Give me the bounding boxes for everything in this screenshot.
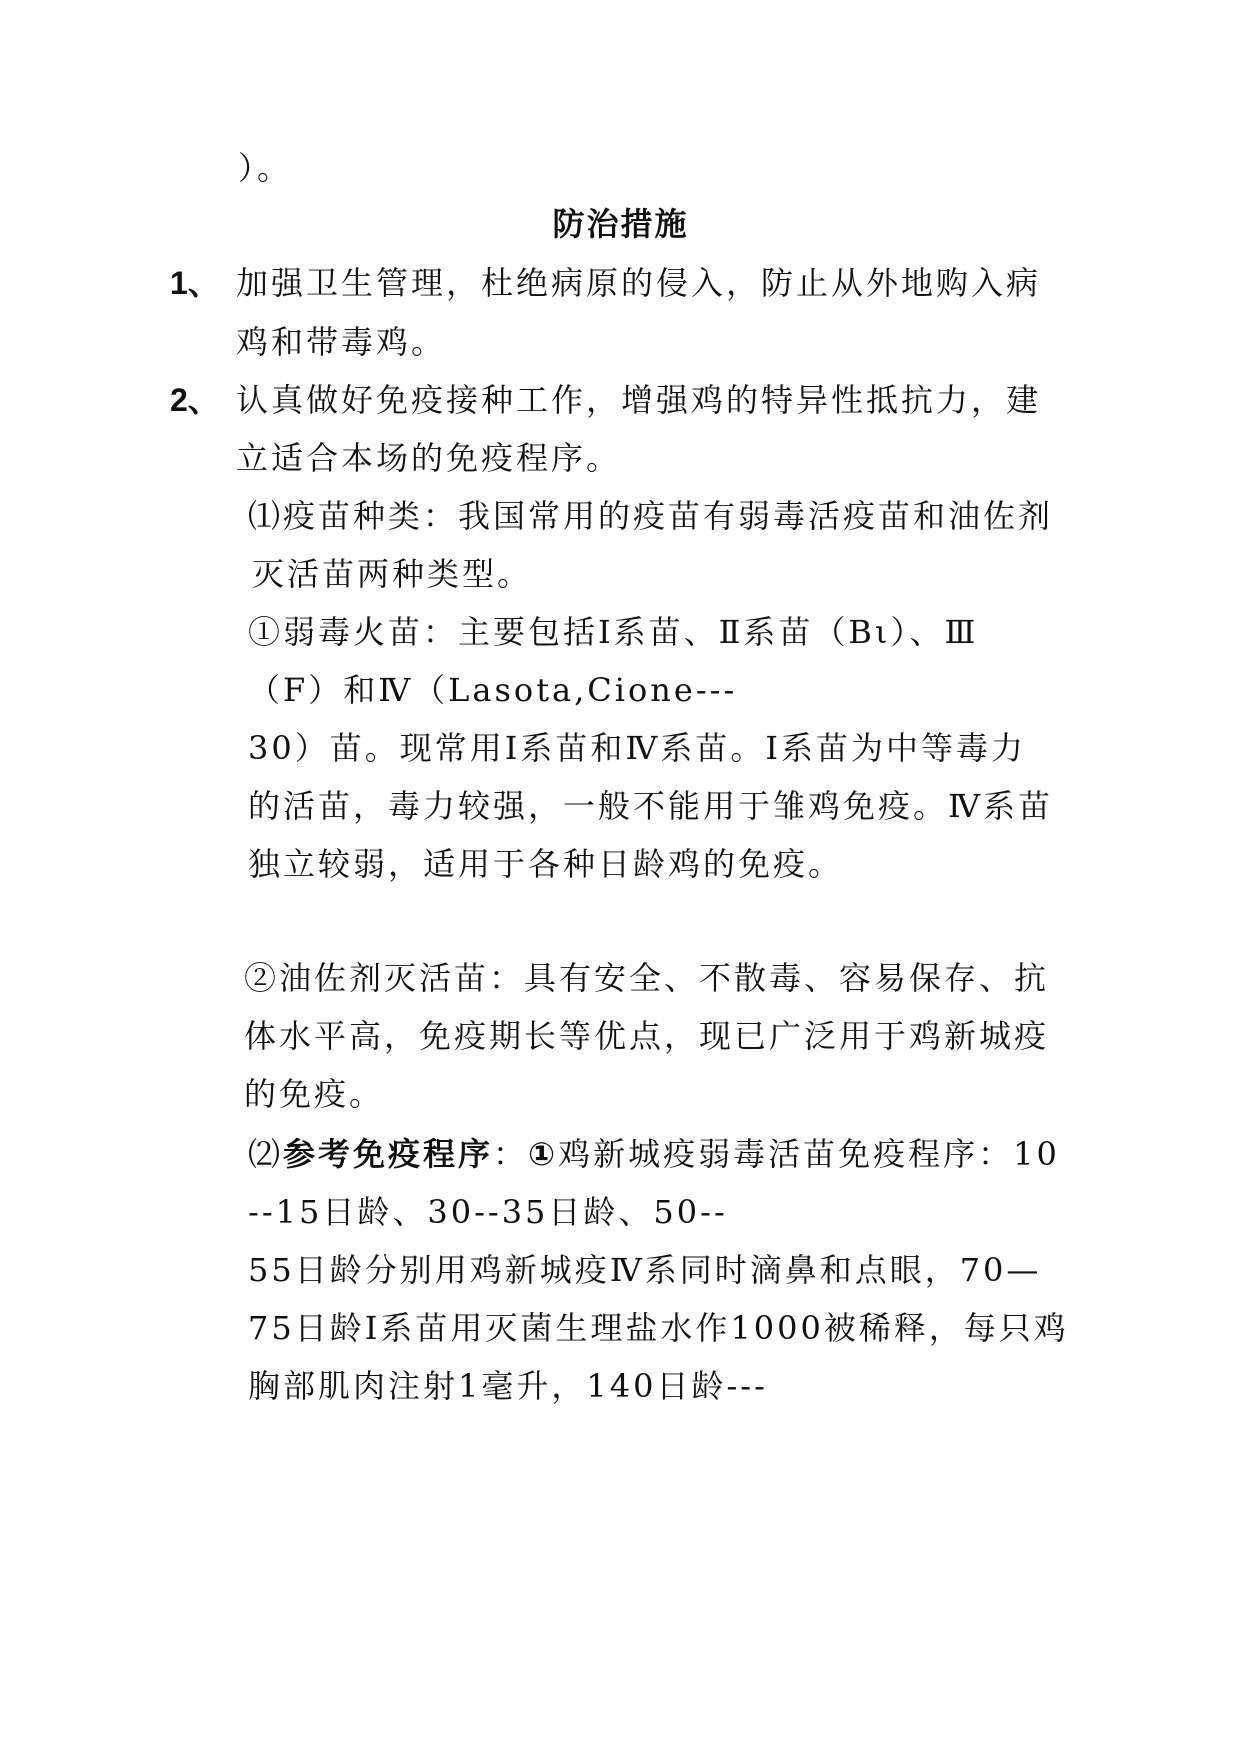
item-2-line-1: 认真做好免疫接种工作，增强鸡的特异性抵抗力，建 bbox=[236, 381, 1042, 419]
schedule-heading: 参考免疫程序 bbox=[283, 1135, 494, 1173]
section-title: 防治措施 bbox=[552, 205, 689, 243]
inactivated-vaccine-line-1: ②油佐剂灭活苗：具有安全、不散毒、容易保存、抗 bbox=[244, 959, 1050, 997]
continuation-text: ）。 bbox=[238, 149, 293, 187]
inactivated-vaccine-line-3: 的免疫。 bbox=[244, 1075, 385, 1113]
schedule-line-2: --15日龄、30--35日龄、50-- bbox=[248, 1193, 728, 1231]
item-1-line-2: 鸡和带毒鸡。 bbox=[236, 323, 447, 361]
item-2-line-2: 立适合本场的免疫程序。 bbox=[236, 439, 622, 477]
item-2-number: 2、 bbox=[170, 382, 220, 418]
schedule-line-4: 75日龄Ⅰ系苗用灭菌生理盐水作1000被稀释，每只鸡 bbox=[248, 1309, 1069, 1347]
schedule-line-1 bbox=[248, 1134, 1060, 1174]
inactivated-vaccine-line-2: 体水平高，免疫期长等优点，现已广泛用于鸡新城疫 bbox=[244, 1017, 1050, 1055]
schedule-line-5: 胸部肌肉注射1毫升，140日龄--- bbox=[248, 1367, 768, 1405]
schedule-line-3: 55日龄分别用鸡新城疫Ⅳ系同时滴鼻和点眼，70— bbox=[248, 1251, 1042, 1289]
live-vaccine-line-4: 的活苗，毒力较强，一般不能用于雏鸡免疫。Ⅳ系苗 bbox=[248, 787, 1053, 825]
vaccine-types-line-1: ⑴疫苗种类：我国常用的疫苗有弱毒活疫苗和油佐剂 bbox=[248, 497, 1054, 535]
live-vaccine-line-5: 独立较弱，适用于各种日龄鸡的免疫。 bbox=[248, 845, 844, 883]
item-1-number: 1、 bbox=[170, 265, 220, 301]
live-vaccine-line-1: ①弱毒火苗：主要包括Ⅰ系苗、Ⅱ系苗（Bι）、Ⅲ bbox=[248, 613, 979, 651]
item-1-line-1: 加强卫生管理，杜绝病原的侵入，防止从外地购入病 bbox=[236, 264, 1042, 302]
vaccine-types-line-2: 灭活苗两种类型。 bbox=[252, 555, 533, 593]
live-vaccine-line-3: 30）苗。现常用Ⅰ系苗和Ⅳ系苗。Ⅰ系苗为中等毒力 bbox=[248, 729, 1026, 767]
schedule-line-1-rest: 鸡新城疫弱毒活苗免疫程序：10 bbox=[558, 1135, 1060, 1173]
schedule-prefix: ⑵ bbox=[248, 1135, 284, 1173]
schedule-marker: ① bbox=[528, 1135, 559, 1173]
live-vaccine-line-2: （F）和Ⅳ（Lasota,Cione--- bbox=[248, 671, 738, 709]
schedule-colon: ： bbox=[493, 1135, 529, 1173]
